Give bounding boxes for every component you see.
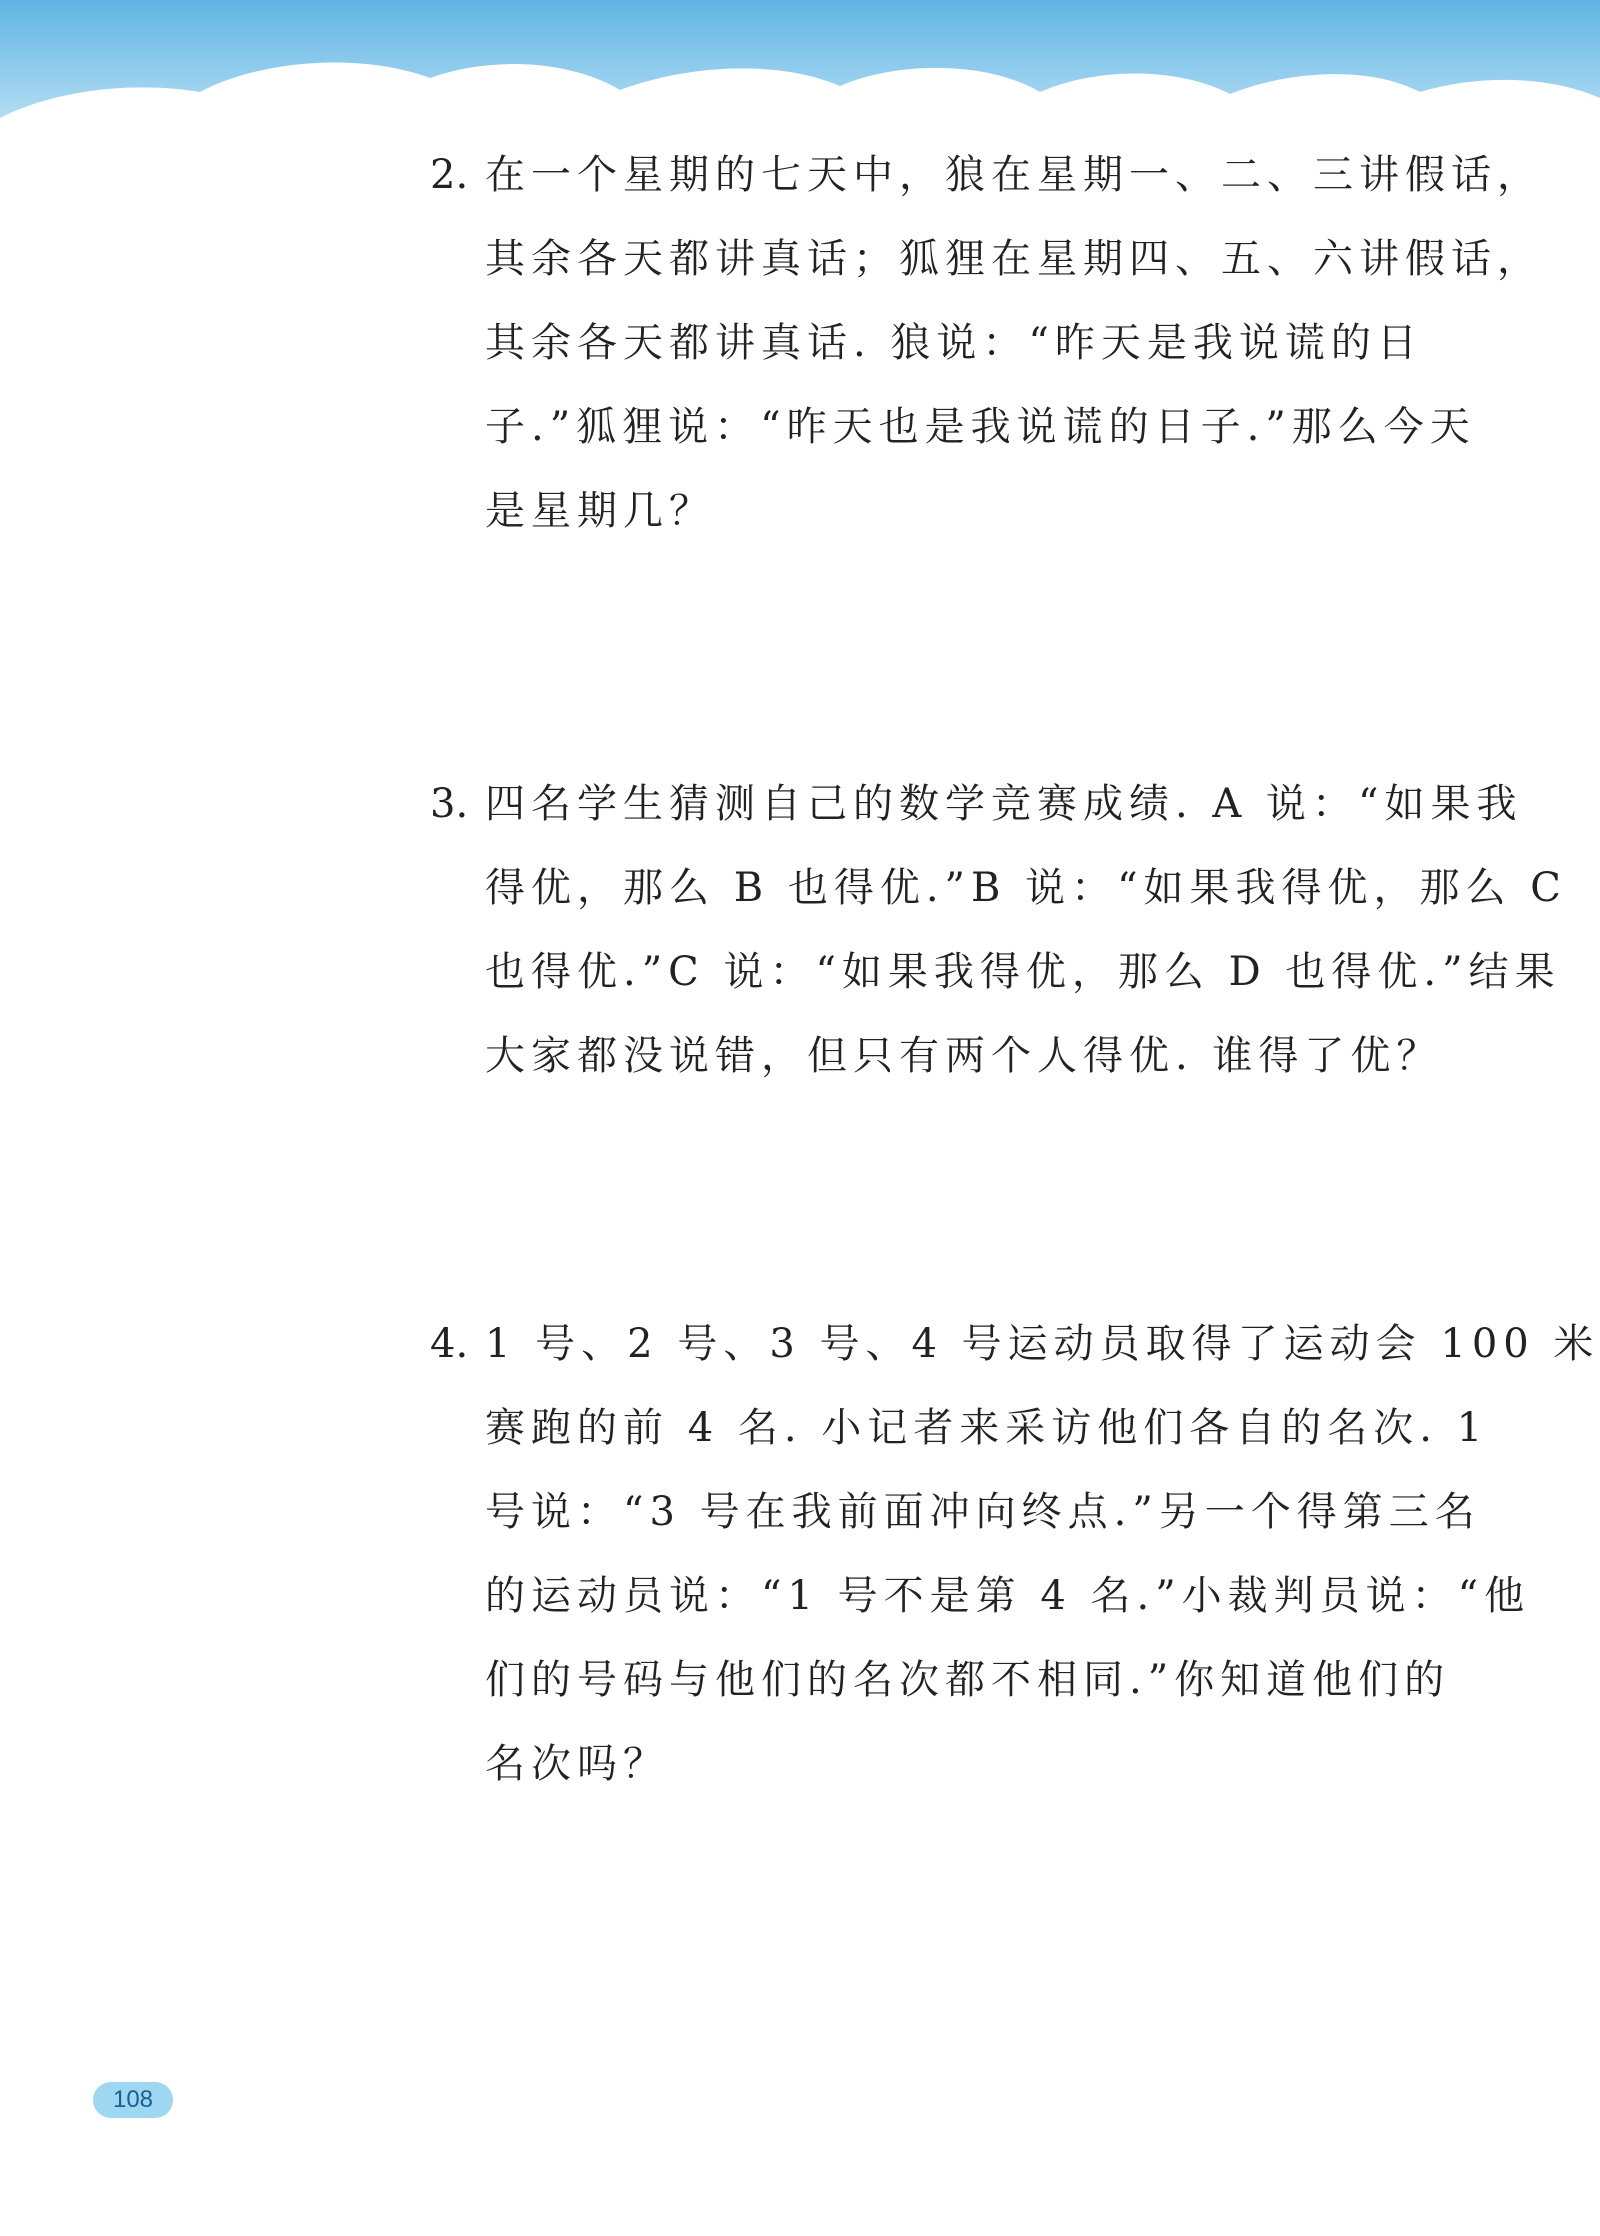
- problem-line: 也得优.”C 说：“如果我得优，那么 D 也得优.”结果: [485, 949, 1561, 995]
- problem-line: 4. 1 号、2 号、3 号、4 号运动员取得了运动会 100 米: [430, 1302, 1485, 1386]
- problem-4: [430, 1302, 1600, 1806]
- problem-line: 号说：“3 号在我前面冲向终点.”另一个得第三名: [485, 1489, 1481, 1535]
- problem-number: 3.: [430, 781, 469, 827]
- problem-line: 得优，那么 B 也得优.”B 说：“如果我得优，那么 C: [485, 865, 1567, 911]
- problem-number: 4.: [430, 1321, 469, 1367]
- page-number-badge: 108: [93, 2082, 173, 2118]
- problem-line: 名次吗？: [485, 1741, 669, 1787]
- cloud-banner-icon: [0, 0, 1600, 150]
- problem-2: [430, 133, 1543, 553]
- problem-line: 大家都没说错，但只有两个人得优. 谁得了优？: [485, 1033, 1443, 1079]
- sky-cloud-header: [0, 0, 1600, 150]
- problem-line: 是星期几？: [485, 488, 715, 534]
- problem-line: 的运动员说：“1 号不是第 4 名.”小裁判员说：“他: [485, 1573, 1531, 1619]
- problem-line: 其余各天都讲真话. 狼说：“昨天是我说谎的日: [485, 320, 1423, 366]
- problem-3: [430, 762, 1567, 1098]
- problem-line: 赛跑的前 4 名. 小记者来采访他们各自的名次. 1: [485, 1405, 1489, 1451]
- problem-line: 其余各天都讲真话；狐狸在星期四、五、六讲假话，: [485, 236, 1543, 282]
- problem-line: 2. 在一个星期的七天中，狼在星期一、二、三讲假话，: [430, 133, 1485, 217]
- problem-line: 3. 四名学生猜测自己的数学竞赛成绩. A 说：“如果我: [430, 762, 1485, 846]
- problem-line: 子.”狐狸说：“昨天也是我说谎的日子.”那么今天: [485, 404, 1476, 450]
- problem-number: 2.: [430, 152, 469, 198]
- problem-line: 们的号码与他们的名次都不相同.”你知道他们的: [485, 1657, 1451, 1703]
